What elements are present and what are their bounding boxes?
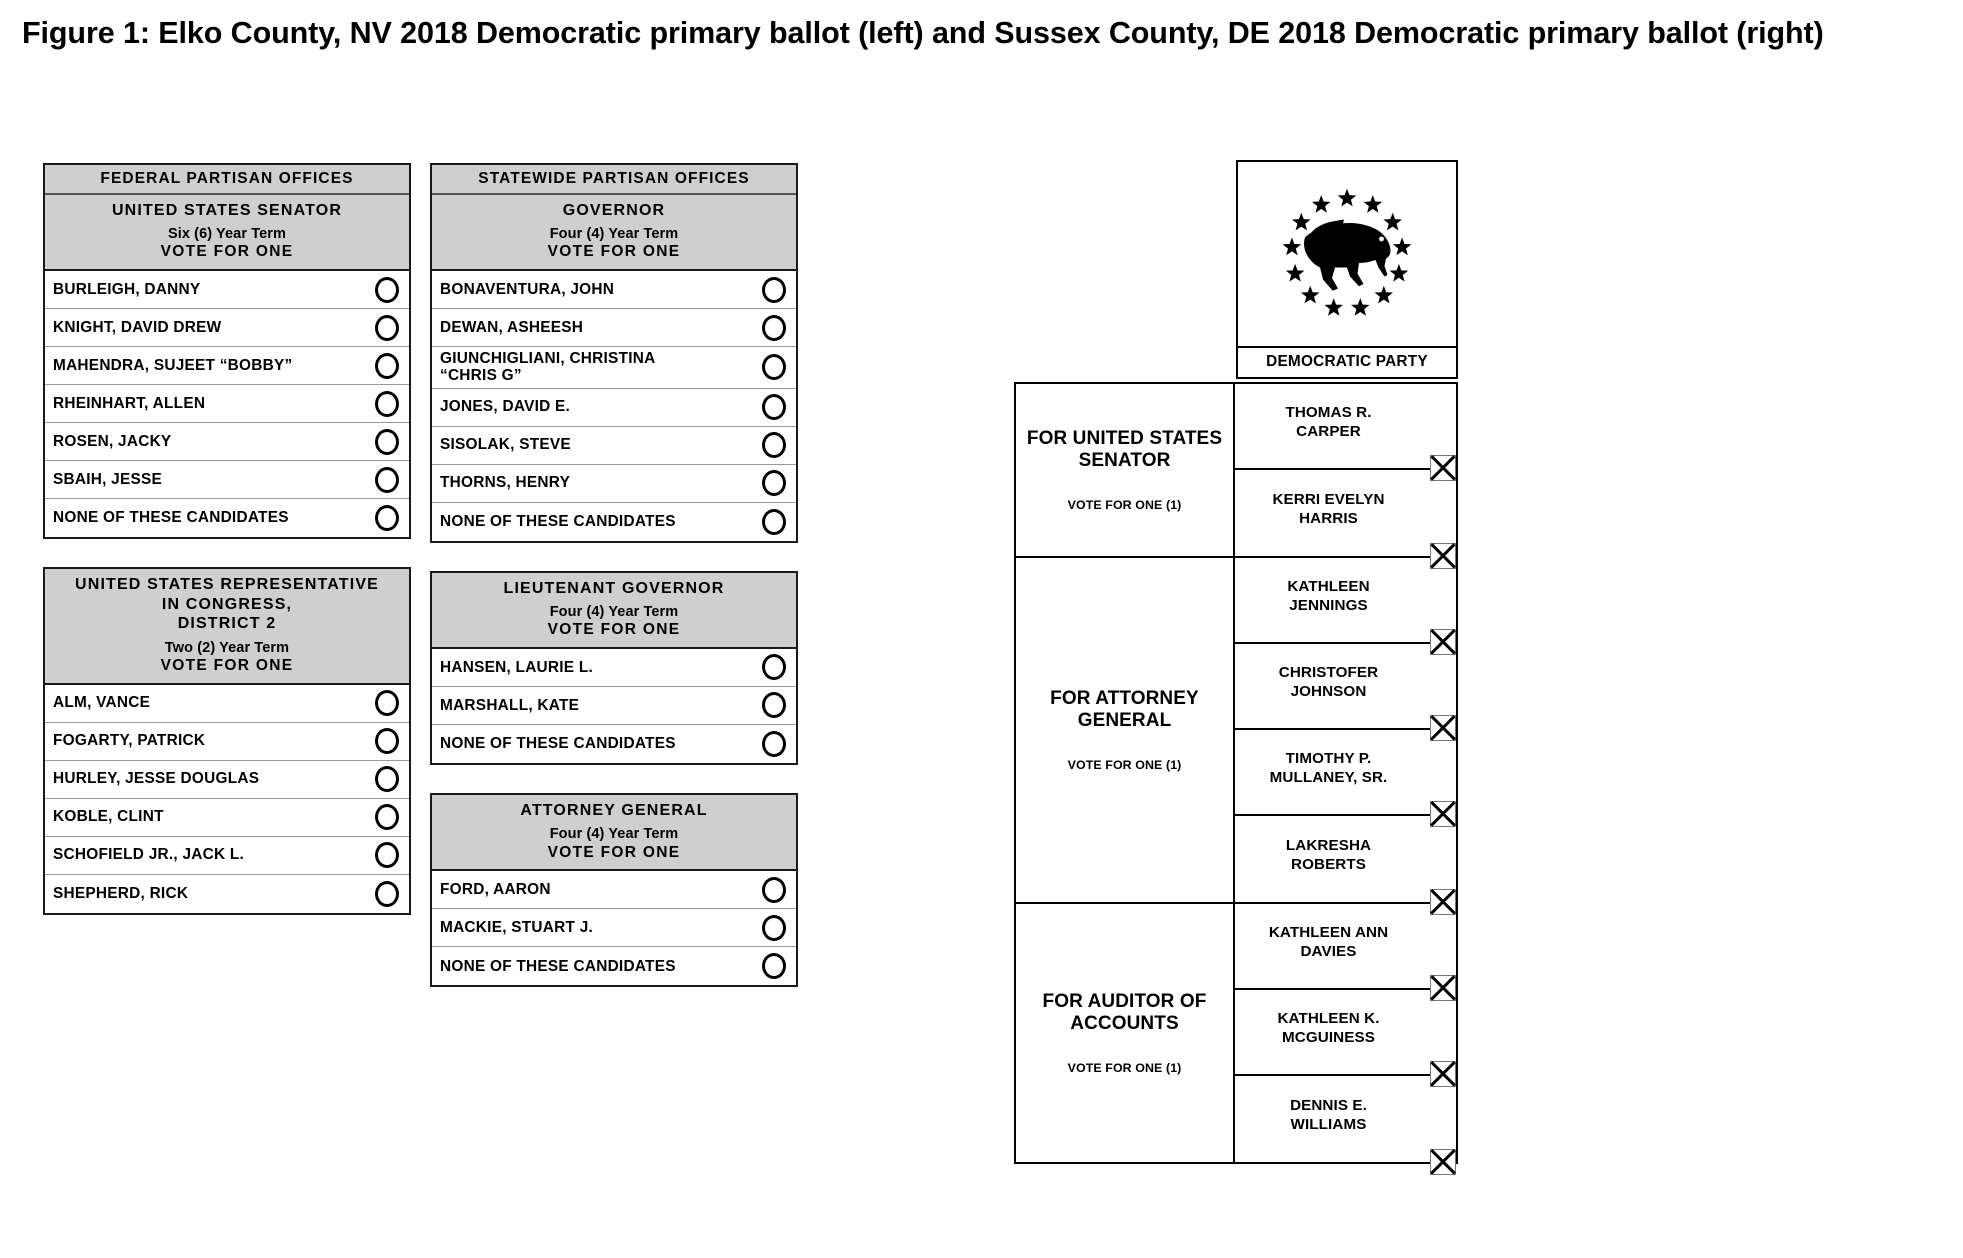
de-candidate-list — [1235, 558, 1456, 902]
nv-candidate-name: SHEPHERD, RICK — [53, 884, 189, 902]
de-race — [1016, 384, 1456, 558]
nv-candidate-name: BURLEIGH, DANNY — [53, 280, 201, 298]
nv-candidate-row[interactable] — [432, 687, 796, 725]
democratic-donkey-icon — [1238, 162, 1456, 348]
nv-candidate-name: FORD, AARON — [440, 881, 551, 899]
de-candidate-row[interactable] — [1235, 470, 1456, 556]
nv-vote-for-instruction: VOTE FOR ONE — [547, 243, 681, 261]
nv-candidate-name: NONE OF THESE CANDIDATES — [440, 512, 676, 530]
vote-oval-icon[interactable] — [762, 692, 786, 718]
nv-candidate-name: ROSEN, JACKY — [53, 432, 172, 450]
de-candidate-name: CHRISTOFER JOHNSON — [1278, 664, 1379, 700]
nv-office-term: Four (4) Year Term — [549, 604, 679, 621]
de-vote-for-instruction: VOTE FOR ONE (1) — [1067, 498, 1182, 513]
vote-oval-icon[interactable] — [375, 505, 399, 531]
vote-oval-icon[interactable] — [762, 432, 786, 458]
nv-office-title: UNITED STATES REPRESENTATIVE IN CONGRESS, DISTRICT 2 — [75, 576, 379, 633]
de-candidate-list — [1235, 384, 1456, 556]
nv-ballot-column-1 — [43, 163, 411, 943]
de-candidate-name: KATHLEEN K. MCGUINESS — [1277, 1010, 1380, 1046]
nv-candidate-row[interactable] — [432, 947, 796, 985]
de-candidate-name: DENNIS E. WILLIAMS — [1290, 1097, 1367, 1133]
de-office-title: FOR ATTORNEY GENERAL — [1050, 687, 1199, 731]
de-candidate-row[interactable] — [1235, 730, 1456, 816]
nv-office-term: Six (6) Year Term — [167, 226, 287, 243]
nv-candidate-name: BONAVENTURA, JOHN — [440, 280, 615, 298]
vote-oval-icon[interactable] — [375, 353, 399, 379]
vote-oval-icon[interactable] — [762, 731, 786, 757]
vote-oval-icon[interactable] — [375, 881, 399, 907]
vote-oval-icon[interactable] — [762, 277, 786, 303]
vote-oval-icon[interactable] — [762, 654, 786, 680]
nv-candidate-name: NONE OF THESE CANDIDATES — [440, 957, 676, 975]
nv-candidate-row[interactable] — [45, 723, 409, 761]
nv-contest — [430, 163, 798, 543]
nv-candidate-row[interactable] — [432, 909, 796, 947]
nv-candidate-row[interactable] — [45, 685, 409, 723]
nv-office-term: Four (4) Year Term — [549, 226, 679, 243]
nv-office-title: ATTORNEY GENERAL — [520, 801, 708, 819]
de-candidate-list — [1235, 904, 1456, 1162]
nv-contest — [43, 567, 411, 914]
de-candidate-row[interactable] — [1235, 1076, 1456, 1162]
vote-oval-icon[interactable] — [762, 394, 786, 420]
nv-contest — [430, 571, 798, 765]
nv-candidate-row[interactable] — [432, 503, 796, 541]
de-office-cell — [1016, 384, 1235, 556]
nv-contest-header — [432, 573, 796, 649]
nv-candidate-row[interactable] — [432, 649, 796, 687]
de-vote-for-instruction: VOTE FOR ONE (1) — [1067, 1061, 1182, 1076]
vote-oval-icon[interactable] — [375, 315, 399, 341]
de-candidate-name: THOMAS R. CARPER — [1285, 404, 1372, 440]
nv-candidate-name: NONE OF THESE CANDIDATES — [53, 509, 289, 527]
vote-oval-icon[interactable] — [762, 953, 786, 979]
vote-oval-icon[interactable] — [375, 690, 399, 716]
nv-candidate-row[interactable] — [45, 761, 409, 799]
nv-candidate-name: RHEINHART, ALLEN — [53, 394, 206, 412]
nv-office-title: LIEUTENANT GOVERNOR — [503, 579, 725, 597]
vote-oval-icon[interactable] — [762, 915, 786, 941]
nv-candidate-row[interactable] — [45, 271, 409, 309]
nv-contest — [430, 793, 798, 987]
vote-oval-icon[interactable] — [375, 804, 399, 830]
vote-oval-icon[interactable] — [375, 842, 399, 868]
de-candidate-row[interactable] — [1235, 644, 1456, 730]
nv-office-term: Four (4) Year Term — [549, 826, 679, 843]
nv-candidate-row[interactable] — [45, 837, 409, 875]
vote-x-mark-icon[interactable] — [1430, 1149, 1456, 1175]
nv-candidate-row[interactable] — [45, 799, 409, 837]
vote-oval-icon[interactable] — [375, 277, 399, 303]
de-office-title: FOR UNITED STATES SENATOR — [1026, 427, 1223, 471]
nv-vote-for-instruction: VOTE FOR ONE — [547, 621, 681, 639]
nv-candidate-name: HANSEN, LAURIE L. — [440, 658, 594, 676]
nv-candidate-row[interactable] — [432, 271, 796, 309]
vote-oval-icon[interactable] — [762, 470, 786, 496]
nv-contest-banner: STATEWIDE PARTISAN OFFICES — [432, 165, 796, 195]
nv-candidate-name: SBAIH, JESSE — [53, 470, 163, 488]
vote-oval-icon[interactable] — [375, 766, 399, 792]
de-candidate-name: KATHLEEN JENNINGS — [1287, 578, 1370, 614]
vote-oval-icon[interactable] — [375, 391, 399, 417]
nv-candidate-name: MAHENDRA, SUJEET “BOBBY” — [53, 356, 293, 374]
de-candidate-name: KERRI EVELYN HARRIS — [1272, 491, 1385, 527]
nv-candidate-row[interactable] — [45, 309, 409, 347]
nv-candidate-name: THORNS, HENRY — [440, 474, 571, 492]
de-office-cell — [1016, 904, 1235, 1162]
de-candidate-name: KATHLEEN ANN DAVIES — [1268, 924, 1389, 960]
nv-candidate-row[interactable] — [45, 423, 409, 461]
nv-candidate-name: ALM, VANCE — [53, 694, 151, 712]
nv-candidate-name: GIUNCHIGLIANI, CHRISTINA “CHRIS G” — [440, 350, 656, 385]
nv-candidate-row[interactable] — [432, 465, 796, 503]
de-races-table — [1014, 382, 1458, 1164]
nv-contest-header — [432, 195, 796, 271]
nv-candidate-name: JONES, DAVID E. — [440, 398, 571, 416]
vote-oval-icon[interactable] — [762, 315, 786, 341]
nv-office-title: GOVERNOR — [562, 201, 666, 219]
nv-office-title: UNITED STATES SENATOR — [111, 201, 343, 219]
vote-oval-icon[interactable] — [762, 354, 786, 380]
de-candidate-row[interactable] — [1235, 384, 1456, 470]
de-candidate-row[interactable] — [1235, 904, 1456, 990]
nv-candidate-name: HURLEY, JESSE DOUGLAS — [53, 770, 260, 788]
de-candidate-name: LAKRESHA ROBERTS — [1285, 837, 1372, 873]
de-candidate-row[interactable] — [1235, 990, 1456, 1076]
de-office-cell — [1016, 558, 1235, 902]
nv-candidate-row[interactable] — [45, 385, 409, 423]
vote-oval-icon[interactable] — [375, 728, 399, 754]
vote-oval-icon[interactable] — [375, 429, 399, 455]
nv-vote-for-instruction: VOTE FOR ONE — [160, 243, 294, 261]
nv-candidate-name: NONE OF THESE CANDIDATES — [440, 735, 676, 753]
nv-candidate-name: DEWAN, ASHEESH — [440, 318, 584, 336]
de-party-header — [1236, 160, 1458, 379]
nv-office-term: Two (2) Year Term — [164, 639, 290, 656]
de-vote-for-instruction: VOTE FOR ONE (1) — [1067, 758, 1182, 773]
nv-contest-header — [432, 795, 796, 871]
nv-candidate-row[interactable] — [45, 875, 409, 913]
nv-candidate-name: MACKIE, STUART J. — [440, 919, 594, 937]
nv-contest — [43, 163, 411, 539]
nv-vote-for-instruction: VOTE FOR ONE — [547, 843, 681, 861]
page-title: Figure 1: Elko County, NV 2018 Democratic primary ballot (left) and Sussex County, DE 2018 Democratic primary ballot (right) — [22, 16, 1824, 50]
vote-oval-icon[interactable] — [762, 509, 786, 535]
de-candidate-row[interactable] — [1235, 816, 1456, 902]
nv-candidate-row[interactable] — [432, 725, 796, 763]
vote-oval-icon[interactable] — [375, 467, 399, 493]
nv-candidate-row[interactable] — [432, 871, 796, 909]
de-race — [1016, 558, 1456, 904]
nv-contest-banner: FEDERAL PARTISAN OFFICES — [45, 165, 409, 195]
nv-candidate-name: FOGARTY, PATRICK — [53, 732, 206, 750]
nv-candidate-row[interactable] — [45, 347, 409, 385]
nv-candidate-name: KNIGHT, DAVID DREW — [53, 318, 222, 336]
nv-candidate-row[interactable] — [432, 347, 796, 389]
nv-candidate-name: SISOLAK, STEVE — [440, 436, 571, 454]
nv-candidate-name: KOBLE, CLINT — [53, 808, 164, 826]
de-candidate-name: TIMOTHY P. MULLANEY, SR. — [1269, 750, 1388, 786]
de-candidate-row[interactable] — [1235, 558, 1456, 644]
vote-oval-icon[interactable] — [762, 877, 786, 903]
de-race — [1016, 904, 1456, 1162]
nv-candidate-row[interactable] — [432, 389, 796, 427]
nv-candidate-name: MARSHALL, KATE — [440, 696, 580, 714]
nv-vote-for-instruction: VOTE FOR ONE — [160, 656, 294, 674]
nv-candidate-row[interactable] — [432, 427, 796, 465]
nv-candidate-row[interactable] — [432, 309, 796, 347]
de-party-label: DEMOCRATIC PARTY — [1266, 353, 1428, 370]
nv-contest-header — [45, 569, 409, 684]
nv-candidate-name: SCHOFIELD JR., JACK L. — [53, 846, 245, 864]
nv-candidate-row[interactable] — [45, 499, 409, 537]
de-office-title: FOR AUDITOR OF ACCOUNTS — [1042, 990, 1207, 1034]
nv-ballot-column-2 — [430, 163, 798, 1015]
nv-contest-header — [45, 195, 409, 271]
nv-candidate-row[interactable] — [45, 461, 409, 499]
